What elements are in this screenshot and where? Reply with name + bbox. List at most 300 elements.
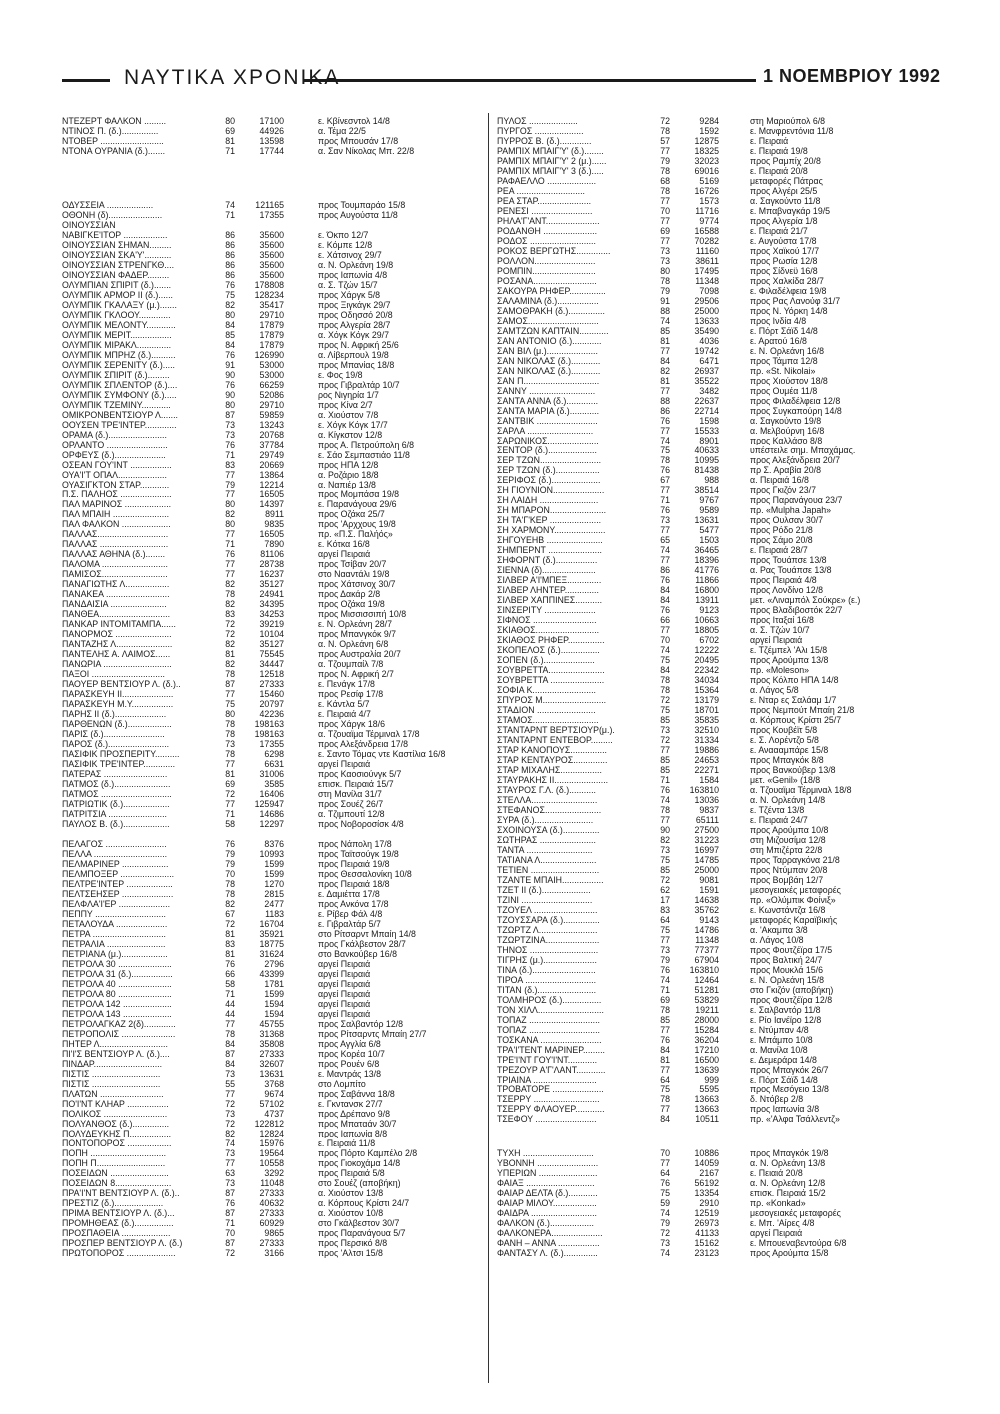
- build-year: 84: [660, 665, 670, 676]
- position-note: α. Λίβερπουλ 19/8: [318, 349, 389, 360]
- ship-row: [62, 430, 480, 440]
- ship-name: ΠΑΡΙΣ (δ.).........................: [62, 729, 165, 740]
- position-note: προς Καοσιούνγκ 5/7: [318, 769, 402, 780]
- position-note: στο Λομπίτο: [318, 1078, 366, 1089]
- build-year: 91: [660, 295, 670, 306]
- tonnage: 35600: [259, 269, 284, 280]
- ship-row: [497, 815, 937, 825]
- ship-name: ΣΑΜΟΣ.............................: [497, 315, 599, 326]
- position-note: προς Χάτσινοχ 30/7: [318, 579, 396, 590]
- position-note: ε. Πειραιά 19/8: [750, 145, 808, 156]
- build-year: 86: [225, 239, 235, 250]
- tonnage: 13864: [259, 469, 284, 480]
- ship-name: ΠΑΝΩΡΙΑ ............................: [62, 659, 172, 670]
- tonnage: 16997: [694, 844, 719, 855]
- ship-name: ΟΣΕΑΝ ΓΟΥ'ΙΝΤ .................: [62, 459, 172, 470]
- ship-name: ΠΕΛΛΑ ..............................: [62, 848, 168, 859]
- tonnage: 13639: [694, 1064, 719, 1075]
- ship-row: [62, 919, 480, 929]
- tonnage: 16505: [259, 489, 284, 500]
- position-note: προς Τάμπα 12/8: [750, 355, 818, 366]
- position-note: προς Ξιγκάγκ 29/7: [318, 299, 391, 310]
- ship-row: [62, 370, 480, 380]
- ship-row: [62, 350, 480, 360]
- tonnage: 27333: [259, 1208, 284, 1219]
- tonnage: 13631: [259, 1068, 284, 1079]
- ship-name: ΟΛΥΜΠΙΚ ΜΠΡΗΖ (δ.)..........: [62, 349, 176, 360]
- position-note: προς Γιβραλτάρ 10/7: [318, 379, 400, 390]
- position-note: πρ Σ. Αραβία 20/8: [750, 465, 821, 476]
- ship-row: [62, 669, 480, 679]
- ship-name: ΠΑΡΑΣΚΕΥΗ ΙΙ.....................: [62, 689, 174, 700]
- position-note: αργεί Πειραιά: [318, 978, 371, 989]
- ship-name: ΣΤΑΝΤΑΡΝΤ ΕΝΤΕΒΟΡ.........: [497, 735, 613, 746]
- ship-row: [497, 1055, 937, 1065]
- build-year: 78: [225, 729, 235, 740]
- header-rule-middle: [304, 79, 756, 82]
- position-note: προς Ν. Αφρική 25/6: [318, 339, 399, 350]
- build-year: 81: [225, 135, 235, 146]
- tonnage: 163810: [689, 964, 719, 975]
- ship-name: ΤΑΝΤΑ ...........................: [497, 844, 593, 855]
- tonnage: 35600: [259, 249, 284, 260]
- build-year: 76: [225, 838, 235, 849]
- tonnage: 126990: [254, 349, 284, 360]
- ship-name: ΥΒΟΝΝΗ .........................: [497, 1158, 599, 1169]
- ship-name: ΠΗΤΕΡ Λ............................: [62, 1038, 168, 1049]
- ship-name: ΣΕΡΙΦΟΣ (δ.)....................: [497, 475, 601, 486]
- position-note: ε. Κάντλα 5/7: [318, 699, 370, 710]
- position-note: προς Μεσόγειο 13/8: [750, 1084, 829, 1095]
- position-note: ε. Μπουεναβεντούρα 6/8: [750, 1238, 847, 1249]
- tonnage: 12297: [259, 818, 284, 829]
- tonnage: 13663: [694, 1094, 719, 1105]
- tonnage: 17100: [259, 116, 284, 126]
- build-year: 76: [660, 505, 670, 516]
- build-year: 86: [225, 269, 235, 280]
- ship-name: ΣΟΥΒΡΕΤΤΑ.......................: [497, 665, 605, 676]
- tonnage: 19742: [694, 345, 719, 356]
- build-year: 71: [660, 774, 670, 785]
- build-year: 77: [225, 1018, 235, 1029]
- tonnage: 52086: [259, 389, 284, 400]
- ship-name: ΟΛΥΜΠΙΚ ΣΠΙΡΙΤ (δ.).........: [62, 369, 170, 380]
- tonnage: 8376: [264, 838, 284, 849]
- tonnage: 9767: [699, 495, 719, 506]
- ship-row: [497, 136, 937, 146]
- ship-name: ΠΙΣΤΙΣ ............................: [62, 1068, 161, 1079]
- build-year: 71: [225, 209, 235, 220]
- ship-row: [62, 949, 480, 959]
- ship-name: ΤΖΟΥΕΛ ..........................: [497, 904, 598, 915]
- position-note: ε. Μπ. 'Αίρες 4/8: [750, 1218, 815, 1229]
- ship-row: [62, 869, 480, 879]
- position-note: στη Μπιζέρτα 22/8: [750, 844, 823, 855]
- tonnage: 69016: [694, 165, 719, 176]
- position-note: α. Χιούστον 10/8: [318, 1208, 384, 1219]
- build-year: 84: [660, 595, 670, 606]
- position-note: ε. Νταρ ες Σαλάαμ 1/7: [750, 695, 837, 706]
- position-note: προς Κορέα 10/7: [318, 1048, 385, 1059]
- build-year: 77: [225, 759, 235, 770]
- ship-row: [497, 655, 937, 665]
- build-year: 71: [660, 495, 670, 506]
- ship-row: [62, 1238, 480, 1248]
- build-year: 77: [225, 799, 235, 809]
- ship-name: ΤΡΟΒΑΤΟΡΕ .....................: [497, 1084, 604, 1095]
- build-year: 80: [225, 116, 235, 126]
- build-year: 80: [225, 499, 235, 510]
- ship-row: [497, 955, 937, 965]
- ship-row: [497, 545, 937, 555]
- build-year: 62: [660, 884, 670, 895]
- position-note: προς Ταϊτσούγκ 19/8: [318, 848, 399, 859]
- ship-name: ΤΕΤΙΕΝ ............................: [497, 864, 600, 875]
- tonnage: 13036: [694, 794, 719, 805]
- position-note: προς Κίνα 2/7: [318, 399, 373, 410]
- position-note: προς Γκάλβεστον 28/7: [318, 938, 406, 949]
- position-note: προς Αλεξάνδρεια 20/7: [750, 455, 840, 466]
- build-year: 82: [225, 299, 235, 310]
- ship-row: [62, 240, 480, 250]
- tonnage: 16800: [694, 585, 719, 596]
- ship-row: [497, 406, 937, 416]
- tonnage: 35835: [694, 715, 719, 726]
- position-note: αργεί Πειραιά: [318, 759, 371, 770]
- tonnage: 12222: [694, 645, 719, 656]
- tonnage: 20669: [259, 459, 284, 470]
- ship-name: ΣΗ ΜΠΑΡΟΝ.......................: [497, 505, 607, 516]
- position-note: προς Μπαγκόκ 8/8: [750, 755, 824, 765]
- build-year: 78: [225, 669, 235, 680]
- position-note: προς Αρούμπα 10/8: [750, 824, 829, 835]
- ship-row: [62, 320, 480, 330]
- build-year: 83: [660, 904, 670, 915]
- ship-row: [497, 555, 937, 565]
- position-note: προς Χαλκίδα 28/7: [750, 275, 824, 286]
- tonnage: 17879: [259, 319, 284, 330]
- ship-name: ΣΑΡΛΑ ...........................: [497, 425, 594, 436]
- position-note: ε. Μπάμπο 10/8: [750, 1034, 813, 1045]
- ship-row: [62, 559, 480, 569]
- build-year: 70: [225, 1228, 235, 1239]
- tonnage: 6702: [699, 635, 719, 646]
- ship-name: ΠΟΛΥΑΝΘΟΣ (δ.)...............: [62, 1118, 170, 1129]
- build-year: 17: [660, 894, 670, 905]
- ship-name: ΤΡΕ'Ι'ΝΤ ΓΟΥ'Ι'ΝΤ............: [497, 1054, 598, 1065]
- position-note: προς Χάργκ 5/8: [318, 289, 381, 300]
- ship-name: ΤΖΕΤ ΙΙ (δ.)....................: [497, 884, 591, 895]
- build-year: 71: [225, 145, 235, 156]
- tonnage: 22342: [694, 665, 719, 676]
- tonnage: 44926: [259, 125, 284, 136]
- ship-name: ΠΟΣΕΙΔΩΝ ........................: [62, 1168, 169, 1179]
- ship-row: [62, 549, 480, 559]
- build-year: 77: [660, 145, 670, 156]
- ship-row: [62, 210, 480, 220]
- ship-row: [497, 525, 937, 535]
- tonnage: 13631: [694, 515, 719, 526]
- ship-row: [497, 256, 937, 266]
- build-year: 75: [660, 655, 670, 666]
- build-year: 78: [660, 675, 670, 686]
- position-note: ε. Πειραιά 20/8: [750, 165, 808, 176]
- ship-name: ΠΕΛΜΑΡΙΝΕΡ ...................: [62, 858, 169, 869]
- position-note: ε. Ν. Ορλεάνη 15/8: [750, 974, 824, 985]
- tonnage: 6631: [264, 759, 284, 770]
- position-note: α. Τέμα 22/5: [318, 125, 366, 136]
- tonnage: 14059: [694, 1158, 719, 1169]
- tonnage: 9284: [699, 116, 719, 126]
- build-year: 76: [660, 415, 670, 426]
- ship-name: ΠΕΤΡΟΛΑ 30 ......................: [62, 958, 172, 969]
- ship-row: [497, 1065, 937, 1075]
- ship-row: [497, 995, 937, 1005]
- position-note: ε. Κβίνεσντολ 14/8: [318, 116, 390, 126]
- ship-row: [62, 649, 480, 659]
- ship-name: ΡΟΚΟΣ ΒΕΡΓΩΤΗΣ..............: [497, 245, 611, 256]
- position-note: μεσογειακές μεταφορές: [750, 1208, 841, 1219]
- position-note: ε. Κωνστάντζα 16/8: [750, 904, 826, 915]
- build-year: 67: [225, 908, 235, 919]
- ship-name: ΠΟΠΗ Π............................: [62, 1158, 166, 1169]
- position-note: α. 'Ακαμπα 3/8: [750, 924, 808, 935]
- build-year: 76: [660, 1178, 670, 1189]
- tonnage: 20797: [259, 699, 284, 710]
- ship-row: [497, 156, 937, 166]
- position-note: προς Σουέζ 26/7: [318, 799, 384, 809]
- position-note: ε. Δεμεράρα 14/8: [750, 1054, 817, 1065]
- position-note: πρ. «Mulpha Japah»: [750, 505, 832, 516]
- position-note: α. Χόγκ Κόγκ 29/7: [318, 329, 389, 340]
- ship-name: ΠΕΤΡΑΛΙΑ ........................: [62, 938, 166, 949]
- build-year: 78: [225, 888, 235, 899]
- position-note: στο Γκάλβεστον 30/7: [318, 1218, 400, 1229]
- position-note: ε. Σάο Σεμπαστιάο 11/8: [318, 449, 410, 460]
- position-note: α. Μανίλα 10/8: [750, 1044, 808, 1055]
- ship-name: ΣΑΛΑΜΙΝΑ (δ.).................: [497, 295, 599, 306]
- ship-name: ΤΖΩΡΤΖ Λ........................: [497, 924, 598, 935]
- ship-row: [497, 296, 937, 306]
- position-note: στη Μαριούπολ 6/8: [750, 116, 826, 126]
- ship-row: [62, 480, 480, 490]
- tonnage: 39219: [259, 619, 284, 630]
- ship-name: ΟΛΥΜΠΙΚ ΣΠΛΕΝΤΟΡ (δ.)....: [62, 379, 178, 390]
- position-note: επισκ. Πειραιά 15/2: [750, 1188, 826, 1199]
- ship-row: [62, 879, 480, 889]
- build-year: 73: [225, 1148, 235, 1159]
- ship-name: ΤΖΙΝΙ .............................: [497, 894, 593, 905]
- position-note: α. Σαν Νίκολας Μπ. 22/8: [318, 145, 415, 156]
- ship-row: [497, 1148, 937, 1158]
- ship-name: ΟΔΥΣΣΕΙΑ ...................: [62, 199, 154, 210]
- ship-name: ΟΡΦΕΥΣ (δ.).....................: [62, 449, 166, 460]
- position-note: προς Ιαπωνία 3/8: [750, 1104, 820, 1115]
- position-note: πρ. «'Αλφα Τσάλλεντζ»: [750, 1114, 840, 1125]
- build-year: 74: [660, 794, 670, 805]
- position-note: α. Λάγος 5/8: [750, 685, 799, 696]
- ship-row: [62, 659, 480, 669]
- tonnage: 9774: [699, 215, 719, 226]
- ship-name: ΠΕΤΡΟΛΑ 142 ....................: [62, 998, 172, 1009]
- position-note: προς Ν. Αφρική 2/7: [318, 669, 394, 680]
- ship-row: [62, 136, 480, 146]
- build-year: 76: [225, 549, 235, 560]
- tonnage: 42236: [259, 709, 284, 720]
- ship-name: ΣΤΑΡ ΜΙΧΑΛΗΣ.................: [497, 764, 602, 775]
- ship-name: ΤΥΧΗ .............................: [497, 1148, 594, 1159]
- ship-row: [497, 1104, 937, 1114]
- position-note: α. Πειραιά 16/8: [750, 475, 809, 486]
- ship-row: [497, 1075, 937, 1085]
- build-year: 74: [660, 645, 670, 656]
- ship-row: [62, 689, 480, 699]
- position-note: προς Φουτζέϊρα 12/8: [750, 994, 833, 1005]
- ship-row: [497, 805, 937, 815]
- position-note: προς Α. Πετρούπολη 6/8: [318, 439, 415, 450]
- build-year: 90: [225, 389, 235, 400]
- build-year: 77: [660, 425, 670, 436]
- position-note: προς Μπανγκόκ 9/7: [318, 629, 397, 640]
- ship-row: [497, 236, 937, 246]
- build-year: 75: [225, 289, 235, 300]
- build-year: 44: [225, 1008, 235, 1019]
- ship-row: [497, 585, 937, 595]
- ship-name: ΠΡΟΜΗΘΕΑΣ (δ.)................: [62, 1218, 174, 1229]
- tonnage: 41133: [695, 1228, 719, 1239]
- build-year: 87: [225, 1208, 235, 1219]
- position-note: στη Μανίλα 31/7: [318, 789, 382, 799]
- position-note: προς Θεσσαλονίκη 10/8: [318, 868, 412, 879]
- ship-row: [497, 1198, 937, 1208]
- position-note: μετ. «Genil» (18/8: [750, 774, 821, 785]
- ship-name: ΠΑΡΟΣ (δ.).........................: [62, 739, 170, 750]
- tonnage: 11716: [695, 205, 719, 216]
- position-note: προς Χαϊκού 17/7: [750, 245, 820, 256]
- tonnage: 31368: [259, 1028, 284, 1039]
- build-year: 72: [225, 629, 235, 640]
- ship-name: ΡΟΛΛΟΝ.........................: [497, 255, 596, 266]
- build-year: 71: [225, 539, 235, 550]
- ship-row: [62, 280, 480, 290]
- ship-row: [497, 1035, 937, 1045]
- position-note: προς Νεμπούτ Μπαίη 21/8: [750, 705, 855, 716]
- position-note: υπέστειλε σημ. Μπαχάμας.: [750, 445, 856, 456]
- tonnage: 27333: [259, 1238, 284, 1249]
- position-note: ε. Πειραιά 28/7: [750, 545, 808, 556]
- ship-name: ΝΑΒΙΓΚΕ'ΙΤΟΡ ..................: [62, 229, 168, 240]
- tonnage: 16726: [694, 185, 719, 196]
- build-year: 73: [660, 1238, 670, 1249]
- build-year: 70: [660, 635, 670, 646]
- tonnage: 25000: [694, 305, 719, 316]
- tonnage: 60929: [259, 1218, 284, 1229]
- build-year: 91: [225, 359, 235, 370]
- ship-row: [62, 1198, 480, 1208]
- tonnage: 59859: [259, 409, 284, 420]
- position-note: αργεί Πειραιά: [750, 1228, 803, 1239]
- build-year: 78: [225, 589, 235, 600]
- build-year: 82: [225, 599, 235, 610]
- ship-row: [497, 945, 937, 955]
- ship-name: ΠΥΡΓΟΣ ....................: [497, 125, 584, 136]
- build-year: 81: [660, 335, 670, 346]
- ship-row: [62, 1148, 480, 1158]
- tonnage: 35127: [259, 639, 284, 650]
- ship-row: [62, 230, 480, 240]
- tonnage: 7098: [699, 285, 719, 296]
- ship-name: ΟΛΥΜΠΙΑΝ ΣΠΙΡΙΤ (δ.).......: [62, 279, 172, 290]
- ship-name: ΡΕΑ ΣΤΑΡ......................: [497, 195, 592, 206]
- ship-row: [62, 519, 480, 529]
- tonnage: 198163: [254, 729, 284, 740]
- tonnage: 15976: [259, 1138, 284, 1149]
- ship-name: ΝΤΟΝΑ ΟΥΡΑΝΙΑ (δ.).......: [62, 145, 166, 156]
- ship-name: ΣΙΛΒΕΡ ΛΗΝΤΕΡ..............: [497, 585, 599, 596]
- tonnage: 34253: [259, 609, 284, 620]
- tonnage: 16588: [694, 225, 719, 236]
- tonnage: 16406: [259, 789, 284, 799]
- build-year: 82: [225, 898, 235, 909]
- ship-row: [62, 1099, 480, 1109]
- build-year: 74: [660, 974, 670, 985]
- ship-name: ΤΙΓΡΗΣ (μ.)......................: [497, 954, 597, 965]
- ship-row: [62, 529, 480, 539]
- build-year: 78: [660, 125, 670, 136]
- ship-name: ΣΙΦΝΟΣ ..........................: [497, 615, 597, 626]
- ship-name: ΤΖΑΝΤΕ ΜΠΑΙΗ.................: [497, 874, 604, 885]
- tonnage: 13663: [694, 1104, 719, 1115]
- ship-row: [497, 366, 937, 376]
- ship-name: ΣΑΝ ΝΙΚΟΛΑΣ (δ.)............: [497, 355, 601, 366]
- ship-row: [497, 126, 937, 136]
- tonnage: 1598: [699, 415, 719, 426]
- ship-row: [62, 310, 480, 320]
- build-year: 79: [225, 858, 235, 869]
- tonnage: 1270: [264, 878, 284, 889]
- ship-row: [497, 426, 937, 436]
- ship-name: ΠΟΝΤΟΠΟΡΟΣ ..................: [62, 1138, 172, 1149]
- ship-row: [62, 1119, 480, 1129]
- tonnage: 31223: [694, 834, 719, 845]
- ship-row: [62, 1228, 480, 1238]
- build-year: 79: [660, 1218, 670, 1229]
- ship-row: [497, 825, 937, 835]
- ship-name: ΟΟΥΣΕΝ ΤΡΕ'ΙΝΤΕΡ.............: [62, 419, 177, 430]
- ship-name: ΣΚΙΑΘΟΣ ΡΗΦΕΡ...............: [497, 635, 605, 646]
- position-note: πρ. «Konkad»: [750, 1198, 806, 1209]
- position-note: α. Σ. Τζών 15/7: [318, 279, 378, 290]
- ship-name: ΠΑΥΛΟΣ Β. (δ.)...................: [62, 818, 170, 829]
- ship-row: [497, 286, 937, 296]
- ship-name: ΣΑΡΩΝΙΚΟΣ.....................: [497, 435, 599, 446]
- position-note: ε. Πειραιά 11/8: [318, 1138, 376, 1149]
- ship-row: [62, 749, 480, 759]
- ship-row: [497, 755, 937, 765]
- position-note: προς Ταρραγκόνα 21/8: [750, 854, 840, 865]
- ship-row: [497, 935, 937, 945]
- build-year: 76: [660, 465, 670, 476]
- ship-row: [62, 1178, 480, 1188]
- tonnage: 26937: [694, 365, 719, 376]
- ship-name: ΠΕΛΑΓΟΣ .........................: [62, 838, 167, 849]
- ship-row: [497, 905, 937, 915]
- ship-name: ΦΑΙΑΡ ΔΕΛΤΑ (δ.)............: [497, 1188, 598, 1199]
- position-note: προς Βανκούβερ 13/8: [750, 764, 836, 775]
- position-note: ε. Πειραιά: [750, 135, 789, 146]
- ship-name: ΦΑΛΚΟΝΕΡΑ.....................: [497, 1228, 603, 1239]
- build-year: 72: [225, 1098, 235, 1109]
